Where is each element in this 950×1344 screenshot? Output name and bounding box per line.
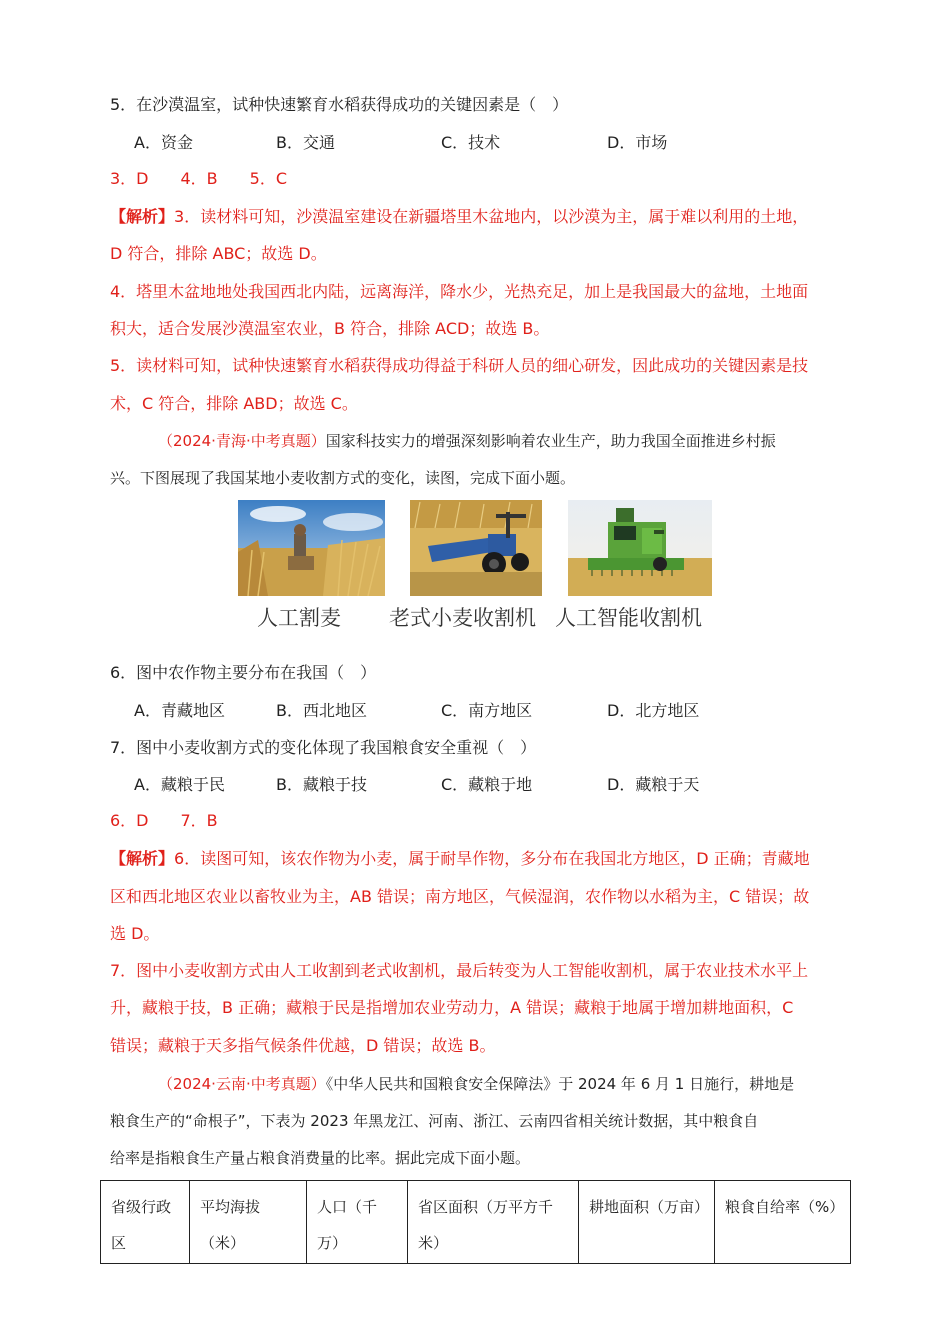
photo-old-harvester (410, 500, 542, 596)
table-header-cell: 省区面积（万平方千米） (408, 1181, 579, 1264)
analysis-3-5-line-5: 5．读材料可知，试种快速繁育水稻获得成功得益于科研人员的细心研发，因此成功的关键因素是技 (110, 356, 809, 375)
analysis-3-5-line-4: 积大，适合发展沙漠温室农业，B 符合，排除 ACD；故选 B。 (110, 319, 550, 338)
intro-yunnan-line-3: 给率是指粮食生产量占粮食消费量的比率。据此完成下面小题。 (110, 1149, 531, 1167)
intro-qinghai-line-2: 兴。下图展现了我国某地小麦收割方式的变化，读图，完成下面小题。 (110, 469, 576, 487)
answers-6-7: 6．D 7．B (110, 811, 218, 830)
intro-yunnan-line-1: （2024·云南·中考真题）《中华人民共和国粮食安全保障法》于 2024 年 6 月 1 日施行，耕地是 (158, 1075, 795, 1093)
analysis-6-7-line-1: 【解析】6．读图可知，该农作物为小麦，属于耐旱作物，多分布在我国北方地区，D 正确；青藏地 (110, 849, 810, 868)
q5-option-a: A．资金 (134, 133, 193, 152)
analysis-6-7-line-4: 7．图中小麦收割方式由人工收割到老式收割机，最后转变为人工智能收割机，属于农业技术水平上 (110, 961, 809, 980)
analysis-3-5-line-6: 术，C 符合，排除 ABD；故选 C。 (110, 394, 358, 413)
analysis-tag: 【解析】 (110, 849, 175, 868)
q7-option-b: B．藏粮于技 (276, 775, 367, 794)
caption-ai-harvester: 人工智能收割机 (555, 606, 702, 630)
photo-ai-harvester (568, 500, 712, 596)
analysis-6-7-line-6: 错误；藏粮于天多指气候条件优越，D 错误；故选 B。 (110, 1036, 496, 1055)
q5-option-b: B．交通 (276, 133, 335, 152)
q5-option-d: D．市场 (607, 133, 668, 152)
intro-qinghai-line-1: （2024·青海·中考真题）国家科技实力的增强深刻影响着农业生产，助力我国全面推进乡村振 (158, 432, 776, 450)
q5-option-c: C．技术 (441, 133, 501, 152)
analysis-3-5-line-2: D 符合，排除 ABC；故选 D。 (110, 244, 327, 263)
analysis-6-7-line-5: 升，藏粮于技，B 正确；藏粮于民是指增加农业劳动力，A 错误；藏粮于地属于增加耕地面积，C (110, 998, 794, 1017)
answers-3-5: 3．D 4．B 5．C (110, 169, 288, 188)
analysis-6-7-line-2: 区和西北地区农业以畜牧业为主，AB 错误；南方地区，气候湿润，农作物以水稻为主，C 错误；故 (110, 887, 810, 906)
intro-qinghai-source: （2024·青海·中考真题） (158, 432, 326, 450)
stats-table (100, 1180, 851, 1264)
analysis-tag: 【解析】 (110, 207, 175, 226)
intro-yunnan-line-2: 粮食生产的“命根子”，下表为 2023 年黑龙江、河南、浙江、云南四省相关统计数据，其中粮食自 (110, 1112, 759, 1130)
table-header-cell: 人口（千万） (307, 1181, 408, 1264)
q5-stem: 5．在沙漠温室，试种快速繁育水稻获得成功的关键因素是（ ） (110, 95, 569, 114)
caption-manual-harvest: 人工割麦 (257, 606, 341, 630)
q6-option-d: D．北方地区 (607, 701, 700, 720)
table-header-cell: 平均海拔（米） (190, 1181, 307, 1264)
photo-manual-harvest (238, 500, 385, 596)
analysis-3-5-line-3: 4．塔里木盆地地处我国西北内陆，远离海洋，降水少，光热充足，加上是我国最大的盆地，土地面 (110, 282, 809, 301)
q6-option-c: C．南方地区 (441, 701, 533, 720)
q6-option-b: B．西北地区 (276, 701, 367, 720)
q7-option-a: A．藏粮于民 (134, 775, 225, 794)
q7-option-d: D．藏粮于天 (607, 775, 700, 794)
q7-stem: 7．图中小麦收割方式的变化体现了我国粮食安全重视（ ） (110, 738, 537, 757)
table-header-cell: 省级行政区 (101, 1181, 190, 1264)
table-header-row (101, 1181, 851, 1264)
table-header-cell: 粮食自给率（%） (715, 1181, 851, 1264)
analysis-3-5-line-1: 【解析】3．读材料可知，沙漠温室建设在新疆塔里木盆地内，以沙漠为主，属于难以利用的土地， (110, 207, 809, 226)
q6-stem: 6．图中农作物主要分布在我国（ ） (110, 663, 377, 682)
analysis-6-7-line-3: 选 D。 (110, 924, 160, 943)
q6-option-a: A．青藏地区 (134, 701, 225, 720)
caption-old-harvester: 老式小麦收割机 (389, 606, 536, 630)
table-header-cell: 耕地面积（万亩） (579, 1181, 715, 1264)
intro-yunnan-source: （2024·云南·中考真题） (158, 1075, 326, 1093)
q7-option-c: C．藏粮于地 (441, 775, 533, 794)
